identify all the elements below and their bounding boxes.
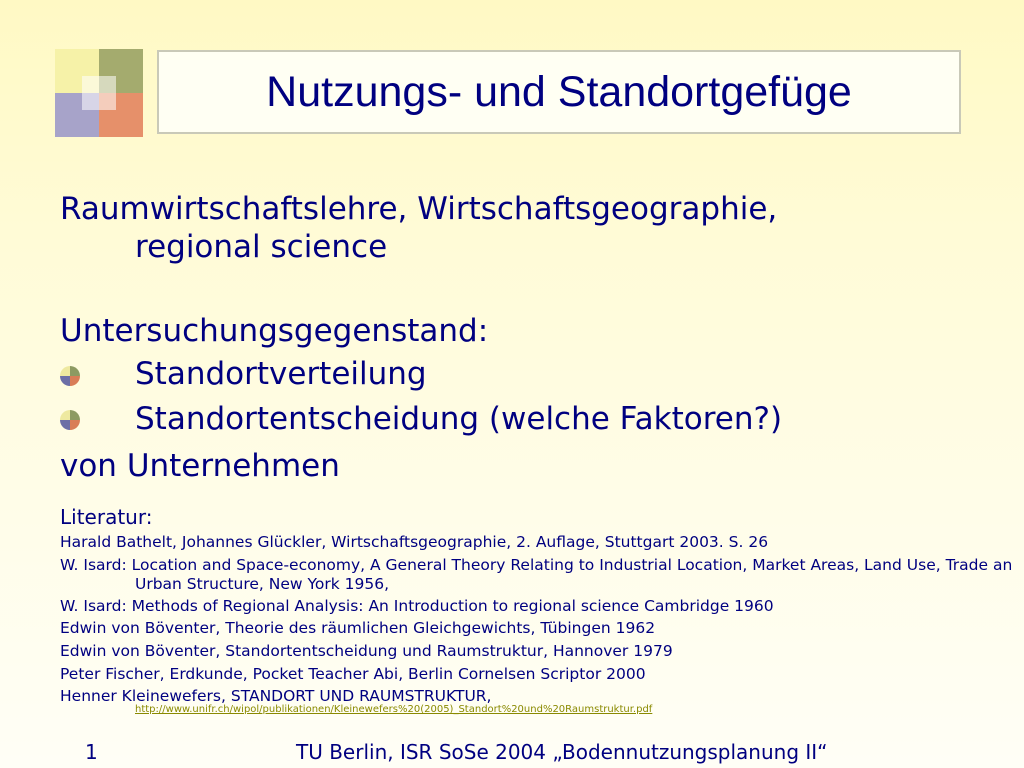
title-box — [157, 50, 961, 134]
bullet-item-2: Standortentscheidung (welche Faktoren?) — [135, 401, 783, 437]
slide-logo — [55, 49, 143, 137]
footer-text: TU Berlin, ISR SoSe 2004 „Bodennutzungsplanung II“ — [296, 740, 828, 764]
subject-label: Untersuchungsgegenstand: — [60, 313, 489, 349]
literature-entry: W. Isard: Methods of Regional Analysis: An Introduction to regional science Cambridge 1960 — [60, 597, 774, 615]
literature-entry: Edwin von Böventer, Standortentscheidung und Raumstruktur, Hannover 1979 — [60, 642, 673, 660]
literature-entry: Peter Fischer, Erdkunde, Pocket Teacher Abi, Berlin Cornelsen Scriptor 2000 — [60, 665, 646, 683]
slide-title: Nutzungs- und Standortgefüge — [266, 68, 852, 116]
heading-line-2: regional science — [135, 229, 388, 265]
literature-entry: Henner Kleinewefers, STANDORT UND RAUMSTRUKTUR, — [60, 687, 492, 705]
quartered-circle-bullet-icon — [60, 410, 80, 430]
logo-center-square — [82, 76, 116, 110]
literature-entry-continuation: Urban Structure, New York 1956, — [135, 575, 390, 593]
quartered-circle-bullet-icon — [60, 366, 80, 386]
heading-line-1: Raumwirtschaftslehre, Wirtschaftsgeographie, — [60, 191, 778, 227]
slide-number: 1 — [85, 740, 98, 764]
literature-link[interactable]: http://www.unifr.ch/wipol/publikationen/Kleinewefers%20(2005)_Standort%20und%20Raumstruktur.pdf — [135, 704, 653, 715]
literature-entry: Harald Bathelt, Johannes Glückler, Wirtschaftsgeographie, 2. Auflage, Stuttgart 2003. S. 26 — [60, 533, 769, 551]
literature-heading: Literatur: — [60, 505, 153, 529]
literature-entry: Edwin von Böventer, Theorie des räumlichen Gleichgewichts, Tübingen 1962 — [60, 619, 656, 637]
bullet-item-1: Standortverteilung — [135, 356, 427, 392]
literature-entry: W. Isard: Location and Space-economy, A General Theory Relating to Industrial Location, Market Areas, Land Use, Trade an — [60, 556, 1013, 574]
subject-tail: von Unternehmen — [60, 448, 340, 484]
